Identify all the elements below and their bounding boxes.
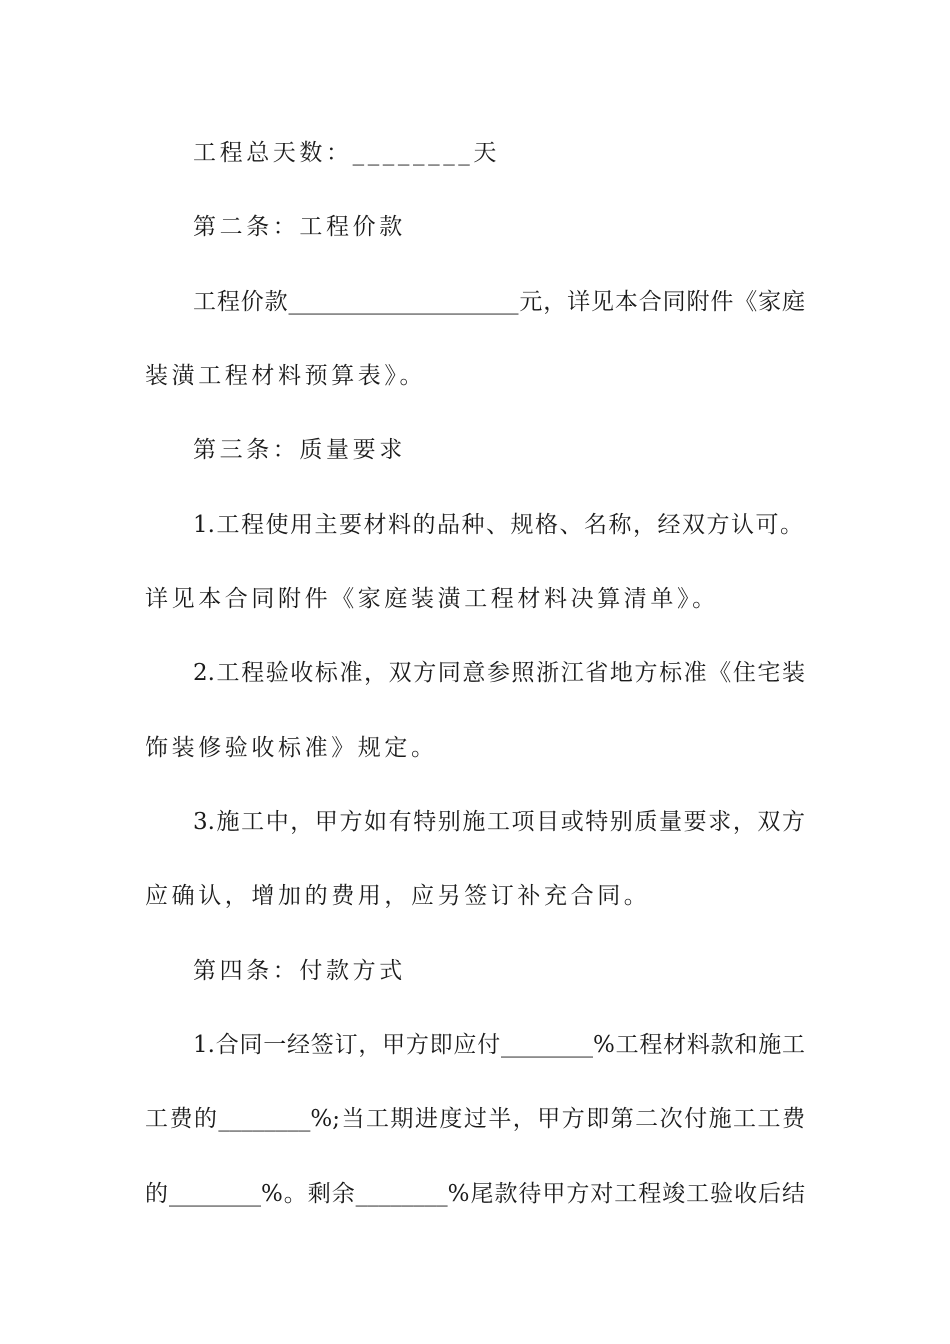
total-days-line: 工程总天数：________天 bbox=[193, 140, 500, 166]
article-three-heading: 第三条：质量要求 bbox=[193, 437, 406, 463]
payment-item-1-line-cont-2: 的________%。剩余________%尾款待甲方对工程竣工验收后结 bbox=[145, 1181, 805, 1207]
quality-item-3-line-cont: 应确认，增加的费用，应另签订补充合同。 bbox=[145, 883, 651, 909]
payment-item-1-line: 1.合同一经签订，甲方即应付________%工程材料款和施工 bbox=[193, 1032, 805, 1058]
payment-item-1-line-cont: 工费的________%;当工期进度过半，甲方即第二次付施工工费 bbox=[145, 1106, 805, 1132]
quality-item-2-line-cont: 饰装修验收标准》规定。 bbox=[145, 735, 438, 761]
quality-item-2-line: 2.工程验收标准，双方同意参照浙江省地方标准《住宅装 bbox=[193, 660, 805, 686]
project-price-line-cont: 装潢工程材料预算表》。 bbox=[145, 363, 427, 389]
quality-item-1-line-cont: 详见本合同附件《家庭装潢工程材料决算清单》。 bbox=[145, 586, 719, 612]
article-four-heading: 第四条：付款方式 bbox=[193, 958, 406, 984]
quality-item-1-line: 1.工程使用主要材料的品种、规格、名称，经双方认可。 bbox=[193, 512, 803, 538]
quality-item-3-line: 3.施工中，甲方如有特别施工项目或特别质量要求，双方 bbox=[193, 809, 805, 835]
article-two-heading: 第二条：工程价款 bbox=[193, 214, 406, 240]
project-price-line: 工程价款____________________元，详见本合同附件《家庭 bbox=[193, 289, 805, 315]
